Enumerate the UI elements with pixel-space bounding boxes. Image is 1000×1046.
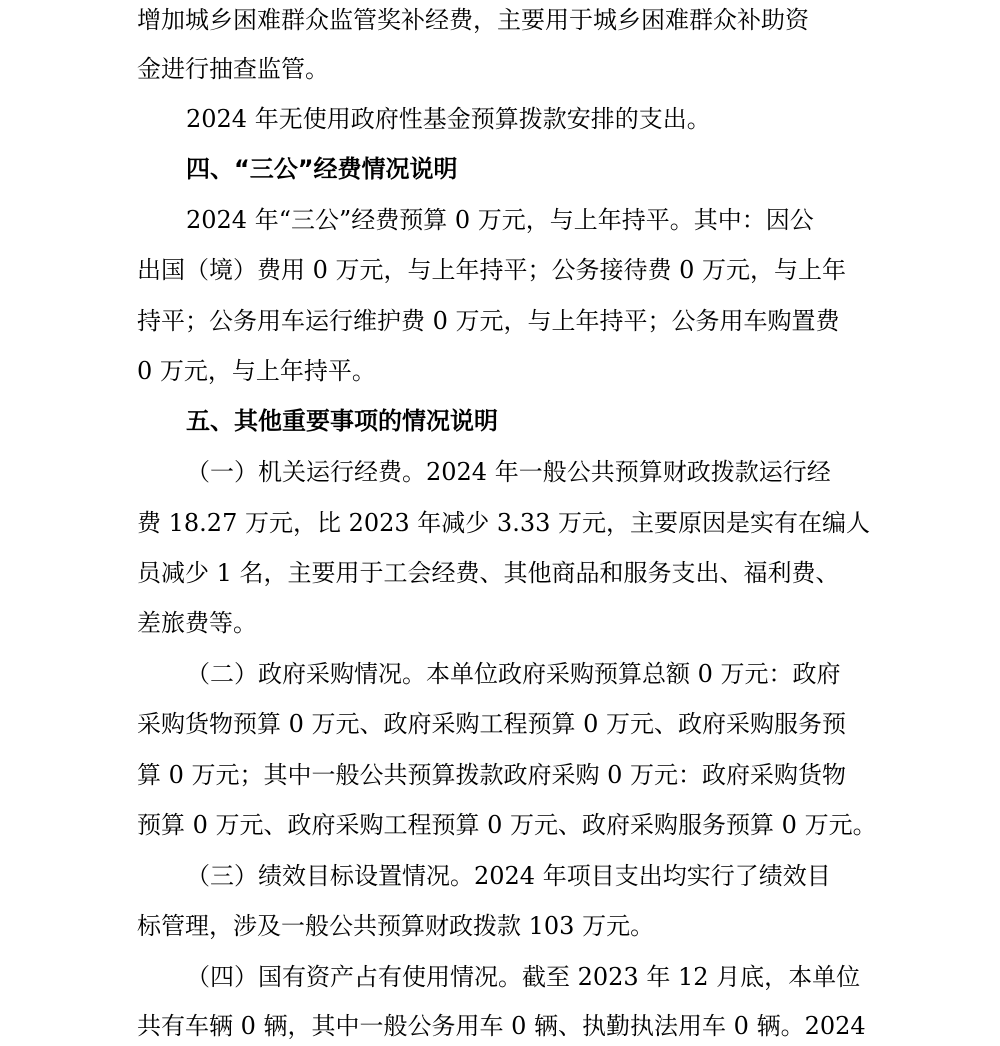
line-text: （二）政府采购情况。本单位政府采购预算总额 0 万元：政府	[186, 660, 841, 688]
line-text: （四）国有资产占有使用情况。截至 2023 年 12 月底，本单位	[186, 963, 861, 991]
text-line	[0, 250, 1000, 290]
heading-text: 四、“三公”经费情况说明	[186, 155, 458, 183]
text-line	[0, 553, 1000, 593]
line-text: 费 18.27 万元，比 2023 年减少 3.33 万元，主要原因是实有在编人	[137, 509, 870, 537]
line-text: 采购货物预算 0 万元、政府采购工程预算 0 万元、政府采购服务预	[137, 710, 847, 738]
line-text: 金进行抽查监管。	[137, 55, 329, 83]
line-text: 2024 年“三公”经费预算 0 万元，与上年持平。其中：因公	[186, 206, 814, 234]
line-text: 员减少 1 名，主要用于工会经费、其他商品和服务支出、福利费、	[137, 559, 840, 587]
line-text: 共有车辆 0 辆，其中一般公务用车 0 辆、执勤执法用车 0 辆。2024	[137, 1012, 866, 1040]
line-text: （一）机关运行经费。2024 年一般公共预算财政拨款运行经	[186, 458, 831, 486]
text-line	[0, 452, 1000, 492]
line-text: 0 万元，与上年持平。	[137, 357, 376, 385]
line-text: 算 0 万元；其中一般公共预算拨款政府采购 0 万元：政府采购货物	[137, 761, 847, 789]
text-line	[0, 805, 1000, 845]
text-line	[0, 351, 1000, 391]
line-text: 出国（境）费用 0 万元，与上年持平；公务接待费 0 万元，与上年	[137, 256, 847, 284]
text-line	[0, 301, 1000, 341]
text-line	[0, 755, 1000, 795]
line-text: 增加城乡困难群众监管奖补经费，主要用于城乡困难群众补助资	[137, 6, 809, 34]
text-line	[0, 957, 1000, 997]
text-line	[0, 906, 1000, 946]
line-text: （三）绩效目标设置情况。2024 年项目支出均实行了绩效目	[186, 862, 831, 890]
line-text: 差旅费等。	[137, 609, 257, 637]
section-heading	[0, 149, 1000, 189]
text-line	[0, 654, 1000, 694]
text-line	[0, 1006, 1000, 1046]
heading-text: 五、其他重要事项的情况说明	[186, 407, 498, 435]
line-text: 预算 0 万元、政府采购工程预算 0 万元、政府采购服务预算 0 万元。	[137, 811, 877, 839]
line-text: 2024 年无使用政府性基金预算拨款安排的支出。	[186, 105, 711, 133]
line-text: 标管理，涉及一般公共预算财政拨款 103 万元。	[137, 912, 655, 940]
text-line	[0, 99, 1000, 139]
section-heading	[0, 401, 1000, 441]
text-line	[0, 603, 1000, 643]
text-line	[0, 503, 1000, 543]
text-line	[0, 0, 1000, 40]
text-line	[0, 49, 1000, 89]
text-line	[0, 856, 1000, 896]
text-line	[0, 704, 1000, 744]
line-text: 持平；公务用车运行维护费 0 万元，与上年持平；公务用车购置费	[137, 307, 840, 335]
text-line	[0, 200, 1000, 240]
